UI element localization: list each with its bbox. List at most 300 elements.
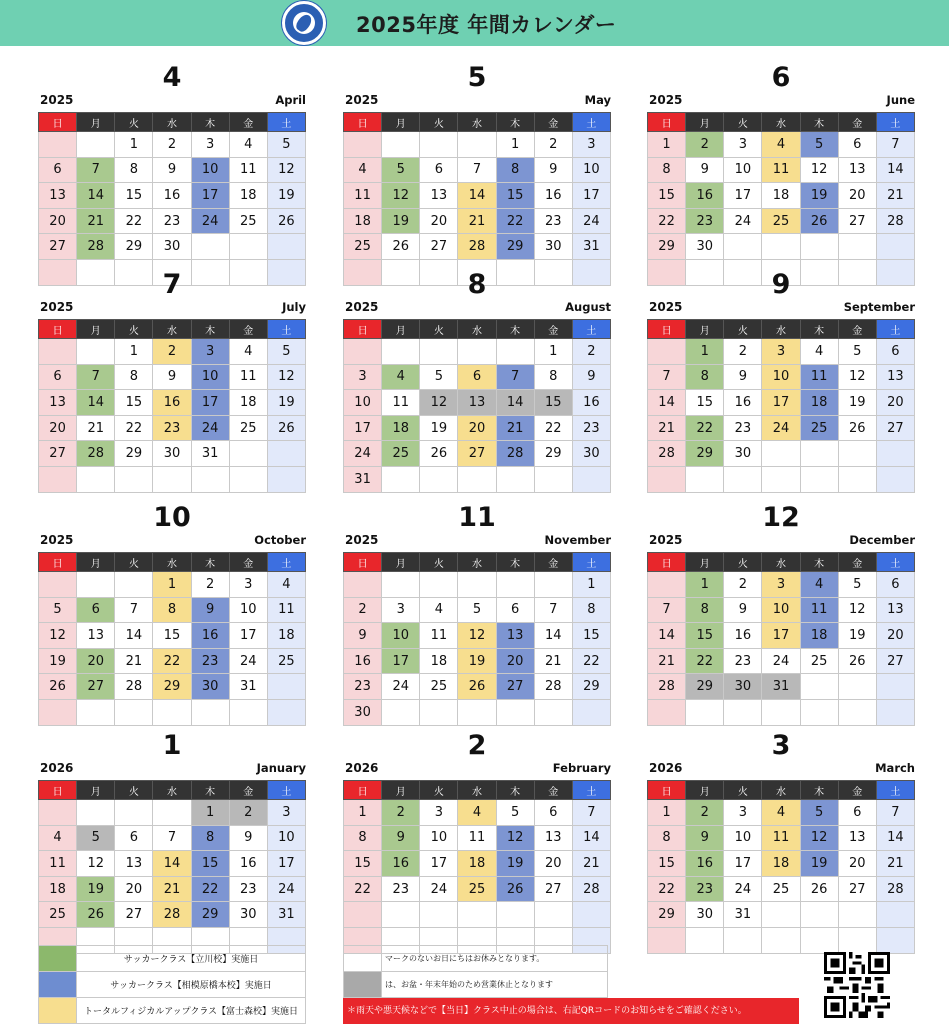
day-cell: 6 — [496, 597, 534, 623]
day-cell: 26 — [267, 415, 305, 441]
weekday-header: 日 — [344, 553, 382, 572]
month-calendar — [647, 269, 915, 493]
day-cell: 1 — [572, 572, 610, 598]
day-cell: 17 — [572, 183, 610, 209]
day-cell: 4 — [344, 157, 382, 183]
day-cell: 21 — [77, 415, 115, 441]
month-year: 2026 — [345, 761, 379, 775]
day-cell: 7 — [115, 597, 153, 623]
day-cell — [800, 927, 838, 953]
day-cell: 24 — [762, 415, 800, 441]
day-cell: 31 — [267, 902, 305, 928]
day-cell — [534, 902, 572, 928]
weekday-header: 金 — [229, 113, 267, 132]
day-cell — [800, 699, 838, 725]
month-table — [647, 552, 915, 726]
weekday-header: 木 — [191, 113, 229, 132]
day-cell: 23 — [344, 674, 382, 700]
day-cell: 2 — [724, 339, 762, 365]
day-cell — [229, 699, 267, 725]
day-cell: 11 — [458, 825, 496, 851]
day-cell: 6 — [534, 800, 572, 826]
day-cell: 15 — [191, 851, 229, 877]
weekday-header: 金 — [534, 781, 572, 800]
day-cell — [458, 572, 496, 598]
day-cell: 28 — [77, 441, 115, 467]
day-cell: 14 — [458, 183, 496, 209]
day-cell: 29 — [153, 674, 191, 700]
day-cell — [458, 902, 496, 928]
day-cell: 18 — [420, 648, 458, 674]
day-cell: 21 — [496, 415, 534, 441]
day-cell — [344, 339, 382, 365]
weekday-header: 水 — [153, 553, 191, 572]
day-cell: 26 — [382, 234, 420, 260]
day-cell: 14 — [77, 390, 115, 416]
day-cell — [267, 466, 305, 492]
weekday-header: 月 — [77, 320, 115, 339]
day-cell: 24 — [191, 415, 229, 441]
month-table — [343, 112, 611, 286]
day-cell: 30 — [534, 234, 572, 260]
month-name: February — [552, 761, 611, 775]
day-cell: 7 — [534, 597, 572, 623]
day-cell: 13 — [39, 390, 77, 416]
day-cell: 13 — [838, 825, 876, 851]
weekday-header: 火 — [420, 113, 458, 132]
weekday-header: 水 — [458, 113, 496, 132]
weekday-header: 月 — [686, 113, 724, 132]
day-cell: 27 — [838, 208, 876, 234]
month-name: May — [584, 93, 611, 107]
day-cell: 28 — [572, 876, 610, 902]
day-cell: 20 — [458, 415, 496, 441]
day-cell: 7 — [876, 132, 914, 158]
day-cell: 5 — [39, 597, 77, 623]
month-table — [38, 112, 306, 286]
weekday-header: 水 — [458, 553, 496, 572]
day-cell: 10 — [229, 597, 267, 623]
day-cell — [838, 674, 876, 700]
day-cell: 20 — [39, 415, 77, 441]
day-cell: 1 — [686, 339, 724, 365]
day-cell: 2 — [724, 572, 762, 598]
weekday-header: 水 — [153, 113, 191, 132]
month-year: 2025 — [40, 300, 74, 314]
day-cell: 16 — [686, 851, 724, 877]
day-cell: 19 — [267, 390, 305, 416]
weekday-header: 日 — [39, 781, 77, 800]
day-cell: 31 — [762, 674, 800, 700]
day-cell: 9 — [686, 157, 724, 183]
day-cell — [115, 466, 153, 492]
day-cell: 30 — [229, 902, 267, 928]
weekday-header: 土 — [572, 781, 610, 800]
day-cell: 29 — [686, 674, 724, 700]
day-cell: 16 — [344, 648, 382, 674]
day-cell: 21 — [77, 208, 115, 234]
day-cell: 25 — [229, 208, 267, 234]
month-name: April — [275, 93, 306, 107]
day-cell — [458, 132, 496, 158]
month-number: 12 — [762, 502, 800, 533]
weekday-header: 日 — [648, 320, 686, 339]
day-cell — [534, 572, 572, 598]
day-cell — [115, 572, 153, 598]
day-cell: 9 — [572, 364, 610, 390]
day-cell — [153, 699, 191, 725]
weekday-header: 金 — [534, 553, 572, 572]
day-cell: 10 — [724, 825, 762, 851]
day-cell: 24 — [191, 208, 229, 234]
day-cell: 20 — [39, 208, 77, 234]
day-cell: 10 — [382, 623, 420, 649]
day-cell: 1 — [534, 339, 572, 365]
day-cell: 4 — [229, 132, 267, 158]
day-cell: 22 — [344, 876, 382, 902]
weekday-header: 月 — [382, 781, 420, 800]
weekday-header: 水 — [762, 781, 800, 800]
day-cell: 3 — [762, 572, 800, 598]
weekday-header: 木 — [191, 781, 229, 800]
day-cell: 17 — [344, 415, 382, 441]
blue-swatch — [39, 972, 77, 998]
legend-blue-label: サッカークラス【相模原橋本校】実施日 — [77, 972, 306, 998]
day-cell: 10 — [572, 157, 610, 183]
day-cell — [762, 466, 800, 492]
day-cell: 16 — [229, 851, 267, 877]
day-cell — [420, 572, 458, 598]
day-cell: 12 — [77, 851, 115, 877]
weekday-header: 土 — [876, 113, 914, 132]
day-cell — [382, 466, 420, 492]
day-cell: 29 — [115, 234, 153, 260]
day-cell: 28 — [648, 441, 686, 467]
day-cell: 9 — [344, 623, 382, 649]
day-cell: 3 — [382, 597, 420, 623]
day-cell — [420, 339, 458, 365]
yellow-swatch — [39, 998, 77, 1024]
day-cell — [534, 699, 572, 725]
day-cell: 6 — [39, 157, 77, 183]
day-cell — [876, 902, 914, 928]
day-cell — [876, 441, 914, 467]
weekday-header: 金 — [838, 781, 876, 800]
note-gray: は、お盆・年末年始のため営業休止となります — [382, 972, 608, 998]
day-cell: 26 — [458, 674, 496, 700]
day-cell: 24 — [724, 208, 762, 234]
day-cell: 17 — [724, 851, 762, 877]
month-number: 7 — [162, 269, 182, 300]
day-cell: 18 — [344, 208, 382, 234]
day-cell — [838, 466, 876, 492]
day-cell — [838, 441, 876, 467]
day-cell: 19 — [838, 623, 876, 649]
day-cell: 30 — [572, 441, 610, 467]
day-cell — [115, 699, 153, 725]
month-table — [343, 319, 611, 493]
day-cell: 25 — [800, 415, 838, 441]
day-cell: 20 — [115, 876, 153, 902]
day-cell — [800, 674, 838, 700]
day-cell: 8 — [534, 364, 572, 390]
day-cell: 2 — [686, 132, 724, 158]
day-cell — [229, 441, 267, 467]
day-cell: 3 — [724, 800, 762, 826]
month-year: 2025 — [649, 533, 683, 547]
day-cell: 26 — [838, 648, 876, 674]
day-cell: 2 — [572, 339, 610, 365]
day-cell: 2 — [344, 597, 382, 623]
day-cell: 31 — [191, 441, 229, 467]
day-cell — [191, 234, 229, 260]
month-name: March — [875, 761, 915, 775]
weekday-header: 金 — [229, 781, 267, 800]
day-cell: 24 — [420, 876, 458, 902]
weekday-header: 金 — [838, 553, 876, 572]
day-cell: 21 — [876, 851, 914, 877]
month-table — [38, 780, 306, 954]
day-cell: 9 — [191, 597, 229, 623]
day-cell: 2 — [191, 572, 229, 598]
day-cell: 27 — [838, 876, 876, 902]
day-cell: 5 — [458, 597, 496, 623]
weekday-header: 金 — [838, 113, 876, 132]
month-calendar — [38, 730, 306, 954]
day-cell: 22 — [686, 415, 724, 441]
day-cell: 17 — [191, 183, 229, 209]
day-cell: 28 — [115, 674, 153, 700]
day-cell: 23 — [229, 876, 267, 902]
day-cell — [229, 466, 267, 492]
day-cell: 31 — [344, 466, 382, 492]
day-cell: 15 — [534, 390, 572, 416]
day-cell: 11 — [39, 851, 77, 877]
weekday-header: 金 — [534, 113, 572, 132]
day-cell: 6 — [39, 364, 77, 390]
day-cell: 1 — [648, 132, 686, 158]
weekday-header: 金 — [838, 320, 876, 339]
day-cell: 3 — [724, 132, 762, 158]
day-cell — [496, 466, 534, 492]
weekday-header: 火 — [420, 320, 458, 339]
day-cell: 5 — [267, 339, 305, 365]
day-cell: 13 — [876, 597, 914, 623]
day-cell: 5 — [382, 157, 420, 183]
day-cell: 29 — [191, 902, 229, 928]
day-cell: 26 — [838, 415, 876, 441]
weekday-header: 月 — [382, 113, 420, 132]
month-table — [343, 780, 611, 954]
month-number: 9 — [771, 269, 791, 300]
day-cell: 16 — [191, 623, 229, 649]
day-cell: 22 — [191, 876, 229, 902]
day-cell: 20 — [876, 390, 914, 416]
day-cell: 12 — [838, 597, 876, 623]
day-cell: 11 — [800, 364, 838, 390]
day-cell: 18 — [229, 183, 267, 209]
weekday-header: 月 — [77, 113, 115, 132]
day-cell: 18 — [762, 183, 800, 209]
day-cell: 21 — [458, 208, 496, 234]
day-cell: 6 — [876, 572, 914, 598]
day-cell — [153, 800, 191, 826]
day-cell: 1 — [648, 800, 686, 826]
day-cell — [572, 699, 610, 725]
weekday-header: 日 — [39, 320, 77, 339]
day-cell: 6 — [458, 364, 496, 390]
weekday-header: 木 — [800, 553, 838, 572]
day-cell: 25 — [267, 648, 305, 674]
day-cell: 6 — [420, 157, 458, 183]
day-cell: 23 — [534, 208, 572, 234]
day-cell: 29 — [115, 441, 153, 467]
weekday-header: 水 — [458, 781, 496, 800]
day-cell: 3 — [267, 800, 305, 826]
day-cell: 24 — [229, 648, 267, 674]
day-cell: 5 — [838, 572, 876, 598]
day-cell — [420, 132, 458, 158]
day-cell — [876, 234, 914, 260]
day-cell: 29 — [686, 441, 724, 467]
day-cell: 22 — [115, 415, 153, 441]
day-cell: 12 — [496, 825, 534, 851]
weekday-header: 木 — [191, 553, 229, 572]
day-cell: 9 — [229, 825, 267, 851]
day-cell: 21 — [153, 876, 191, 902]
day-cell — [876, 674, 914, 700]
weekday-header: 土 — [267, 781, 305, 800]
day-cell: 20 — [420, 208, 458, 234]
day-cell: 28 — [876, 208, 914, 234]
day-cell: 3 — [420, 800, 458, 826]
day-cell: 7 — [648, 364, 686, 390]
day-cell — [762, 927, 800, 953]
day-cell: 25 — [344, 234, 382, 260]
day-cell: 30 — [344, 699, 382, 725]
day-cell: 9 — [153, 364, 191, 390]
day-cell — [77, 339, 115, 365]
day-cell: 15 — [572, 623, 610, 649]
day-cell: 3 — [762, 339, 800, 365]
day-cell: 25 — [800, 648, 838, 674]
month-table — [647, 319, 915, 493]
day-cell: 30 — [686, 234, 724, 260]
day-cell: 26 — [77, 902, 115, 928]
month-table — [38, 552, 306, 726]
day-cell — [382, 699, 420, 725]
day-cell: 13 — [838, 157, 876, 183]
day-cell — [153, 466, 191, 492]
day-cell: 22 — [686, 648, 724, 674]
day-cell: 12 — [267, 157, 305, 183]
day-cell — [496, 902, 534, 928]
day-cell: 29 — [648, 902, 686, 928]
qr-code-icon[interactable] — [824, 952, 890, 1018]
month-year: 2026 — [40, 761, 74, 775]
day-cell: 29 — [648, 234, 686, 260]
day-cell: 6 — [838, 800, 876, 826]
weekday-header: 月 — [686, 781, 724, 800]
day-cell: 28 — [648, 674, 686, 700]
day-cell: 3 — [344, 364, 382, 390]
day-cell: 3 — [191, 339, 229, 365]
weekday-header: 水 — [762, 320, 800, 339]
weekday-header: 日 — [39, 553, 77, 572]
day-cell: 22 — [648, 876, 686, 902]
day-cell: 14 — [534, 623, 572, 649]
day-cell: 8 — [153, 597, 191, 623]
day-cell: 28 — [153, 902, 191, 928]
day-cell: 8 — [648, 825, 686, 851]
day-cell: 20 — [496, 648, 534, 674]
weekday-header: 火 — [420, 781, 458, 800]
day-cell: 19 — [382, 208, 420, 234]
day-cell — [648, 572, 686, 598]
day-cell: 10 — [762, 364, 800, 390]
month-year: 2025 — [649, 93, 683, 107]
weekday-header: 木 — [800, 320, 838, 339]
weekday-header: 土 — [572, 553, 610, 572]
day-cell: 15 — [648, 183, 686, 209]
day-cell — [686, 699, 724, 725]
day-cell: 2 — [534, 132, 572, 158]
day-cell: 20 — [838, 183, 876, 209]
weekday-header: 水 — [153, 781, 191, 800]
day-cell: 19 — [39, 648, 77, 674]
day-cell: 25 — [762, 208, 800, 234]
month-calendar — [38, 62, 306, 286]
day-cell: 22 — [115, 208, 153, 234]
day-cell: 26 — [39, 674, 77, 700]
day-cell: 18 — [800, 623, 838, 649]
month-year: 2025 — [40, 533, 74, 547]
day-cell: 4 — [800, 572, 838, 598]
day-cell: 17 — [420, 851, 458, 877]
day-cell: 3 — [572, 132, 610, 158]
day-cell: 8 — [686, 597, 724, 623]
day-cell — [344, 902, 382, 928]
day-cell: 2 — [229, 800, 267, 826]
month-calendar — [343, 62, 611, 286]
weekday-header: 火 — [115, 320, 153, 339]
day-cell — [77, 800, 115, 826]
weekday-header: 金 — [229, 320, 267, 339]
weekday-header: 木 — [191, 320, 229, 339]
weekday-header: 日 — [648, 781, 686, 800]
day-cell — [762, 234, 800, 260]
month-name: January — [256, 761, 306, 775]
day-cell: 16 — [382, 851, 420, 877]
month-calendar — [38, 502, 306, 726]
day-cell: 20 — [77, 648, 115, 674]
day-cell: 15 — [648, 851, 686, 877]
day-cell: 28 — [77, 234, 115, 260]
day-cell — [648, 466, 686, 492]
day-cell: 19 — [77, 876, 115, 902]
day-cell — [572, 466, 610, 492]
day-cell: 24 — [382, 674, 420, 700]
day-cell: 26 — [267, 208, 305, 234]
day-cell — [724, 466, 762, 492]
day-cell: 1 — [686, 572, 724, 598]
day-cell: 2 — [382, 800, 420, 826]
month-calendar — [647, 730, 915, 954]
month-year: 2025 — [40, 93, 74, 107]
day-cell — [686, 927, 724, 953]
day-cell: 6 — [838, 132, 876, 158]
weekday-header: 水 — [458, 320, 496, 339]
